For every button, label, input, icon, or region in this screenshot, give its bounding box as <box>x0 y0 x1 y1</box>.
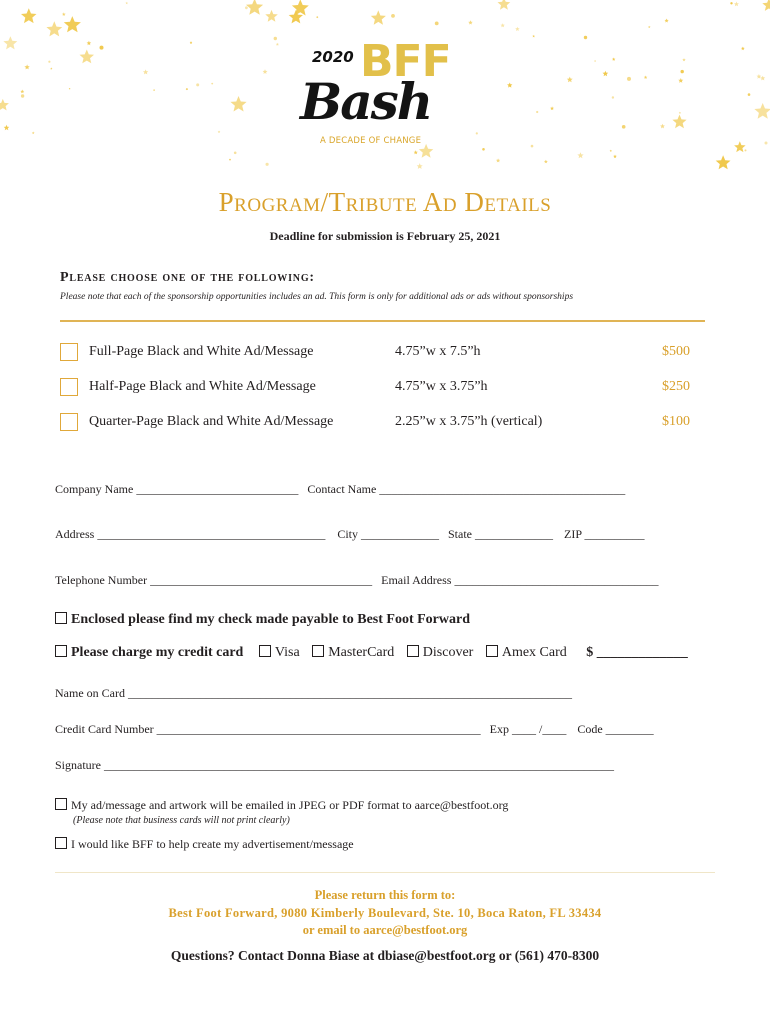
state-field[interactable]: State _____________ <box>448 527 553 541</box>
star-icon <box>672 115 686 129</box>
option-price: $500 <box>662 344 690 359</box>
option-checkbox[interactable] <box>60 413 78 431</box>
choose-note: Please note that each of the sponsorship opportunities includes an ad. This form is only for additional ads or ads without sponsorships <box>60 292 574 302</box>
star-icon <box>62 12 66 15</box>
checkbox[interactable] <box>259 645 271 657</box>
help-create-label: I would like BFF to help create my advertisement/message <box>71 837 354 851</box>
star-icon <box>730 2 732 4</box>
star-icon <box>186 88 188 90</box>
option-price: $100 <box>662 414 690 429</box>
star-icon <box>468 20 473 24</box>
star-icon <box>507 83 512 88</box>
star-icon <box>218 131 221 134</box>
checkbox[interactable] <box>55 612 67 624</box>
star-icon <box>496 158 500 162</box>
logo-year: 2020 <box>312 48 354 66</box>
star-icon <box>734 2 739 7</box>
contact-name-field[interactable]: Contact Name _________________________________________ <box>307 482 626 496</box>
star-icon <box>3 36 17 49</box>
return-address: Best Foot Forward, 9080 Kimberly Boulevard, Ste. 10, Boca Raton, FL 33434 <box>168 906 602 920</box>
star-icon <box>32 131 35 134</box>
star-icon <box>48 61 50 63</box>
star-icon <box>748 93 751 96</box>
option-checkbox[interactable] <box>60 378 78 396</box>
star-icon <box>435 22 439 26</box>
option-label: Full-Page Black and White Ad/Message <box>89 344 314 359</box>
star-icon <box>100 46 104 50</box>
star-icon <box>20 90 24 94</box>
questions-contact: Questions? Contact Donna Biase at dbiase@bestfoot.org or (561) 470-8300 <box>170 948 600 963</box>
star-icon <box>665 19 669 23</box>
star-icon <box>80 50 95 64</box>
ad-option-quarter-page[interactable] <box>60 413 690 435</box>
star-icon <box>681 70 684 73</box>
star-icon <box>265 10 278 22</box>
address-field[interactable]: Address ______________________________________ <box>55 527 326 541</box>
card-mastercard[interactable]: MasterCard <box>312 645 394 660</box>
checkbox[interactable] <box>55 837 67 849</box>
star-icon <box>498 0 511 10</box>
checkbox[interactable] <box>486 645 498 657</box>
star-icon <box>532 35 535 38</box>
logo-bash: Bash <box>300 72 432 131</box>
star-icon <box>21 8 37 23</box>
return-heading: Please return this form to: <box>314 888 456 902</box>
star-icon <box>613 155 617 159</box>
star-icon <box>678 78 683 83</box>
star-icon <box>482 148 485 151</box>
signature-field[interactable]: Signature _____________________________________________________________________________________ <box>55 758 614 772</box>
star-icon <box>550 106 554 110</box>
star-icon <box>266 163 269 166</box>
star-icon <box>229 159 231 161</box>
checkbox[interactable] <box>55 798 67 810</box>
star-icon <box>612 58 615 61</box>
star-icon <box>230 96 246 112</box>
charge-label: Please charge my credit card <box>71 645 244 660</box>
star-icon <box>577 152 583 158</box>
star-icon <box>245 6 248 9</box>
card-amex[interactable]: Amex Card <box>486 645 567 660</box>
footer-divider <box>55 872 715 873</box>
section-divider <box>60 320 705 322</box>
logo-tagline: A DECADE OF CHANGE <box>320 136 422 146</box>
star-icon <box>622 125 626 129</box>
company-name-field[interactable]: Company Name ___________________________ <box>55 482 299 496</box>
star-icon <box>544 160 548 164</box>
logo-bff: BFF <box>360 36 451 87</box>
star-icon <box>682 58 685 61</box>
star-icon <box>745 149 747 151</box>
star-icon <box>263 69 268 74</box>
star-icon <box>46 21 62 36</box>
star-icon <box>754 103 770 119</box>
star-icon <box>391 14 395 18</box>
business-card-note: (Please note that business cards will not print clearly) <box>73 815 290 826</box>
bff-bash-logo <box>270 30 470 150</box>
star-icon <box>610 150 612 152</box>
card-number-field[interactable]: Credit Card Number ______________________________________________________ <box>55 722 481 736</box>
star-icon <box>584 36 587 39</box>
option-checkbox[interactable] <box>60 343 78 361</box>
star-icon <box>603 71 609 77</box>
help-create-option[interactable] <box>55 837 354 852</box>
star-icon <box>125 2 128 5</box>
star-icon <box>87 41 92 45</box>
star-icon <box>741 47 745 51</box>
star-icon <box>292 0 309 16</box>
checkbox[interactable] <box>312 645 324 657</box>
star-icon <box>536 111 538 113</box>
email-artwork-label: My ad/message and artwork will be emailed in JPEG or PDF format to aarce@bestfoot.org <box>71 798 509 812</box>
city-field[interactable]: City _____________ <box>337 527 439 541</box>
star-icon <box>414 150 418 154</box>
return-email: or email to aarce@bestfoot.org <box>302 923 468 937</box>
address-row <box>55 527 645 542</box>
star-icon <box>515 27 520 31</box>
choose-heading: Please choose one of the following: <box>60 270 315 285</box>
star-icon <box>316 16 318 18</box>
amount-field[interactable]: $ _____________ <box>586 645 688 660</box>
star-icon <box>501 23 505 27</box>
company-contact-row <box>55 482 625 497</box>
email-artwork-option[interactable] <box>55 798 508 813</box>
card-discover[interactable]: Discover <box>407 645 474 660</box>
star-icon <box>679 112 681 114</box>
star-icon <box>190 42 192 44</box>
star-icon <box>660 124 665 129</box>
option-label: Half-Page Black and White Ad/Message <box>89 379 316 394</box>
page-title: Program/Tribute Ad Details <box>218 187 552 217</box>
ad-option-full-page[interactable] <box>60 343 690 365</box>
star-icon <box>21 94 24 97</box>
star-icon <box>417 163 423 169</box>
zip-field[interactable]: ZIP __________ <box>564 527 645 541</box>
star-icon <box>24 64 29 69</box>
star-icon <box>531 145 534 148</box>
option-size: 2.25”w x 3.75”h (vertical) <box>395 414 543 429</box>
star-icon <box>594 60 596 62</box>
star-icon <box>64 16 81 32</box>
star-icon <box>644 76 648 79</box>
email-field[interactable]: Email Address __________________________________ <box>381 573 659 587</box>
check-label: Enclosed please find my check made payable to Best Foot Forward <box>71 612 470 627</box>
star-icon <box>476 132 478 134</box>
option-size: 4.75”w x 3.75”h <box>395 379 488 394</box>
code-field[interactable]: Code ________ <box>577 722 654 736</box>
option-label: Quarter-Page Black and White Ad/Message <box>89 414 334 429</box>
pay-by-card-row <box>55 645 688 661</box>
star-icon <box>760 76 765 81</box>
star-icon <box>153 89 155 91</box>
ad-option-half-page[interactable] <box>60 378 690 400</box>
deadline-text: Deadline for submission is February 25, 2021 <box>269 229 501 243</box>
star-icon <box>196 83 199 86</box>
star-icon <box>143 69 148 74</box>
name-on-card-field[interactable]: Name on Card __________________________________________________________________________ <box>55 686 572 700</box>
star-icon <box>648 26 651 28</box>
star-icon <box>612 96 614 98</box>
star-icon <box>211 83 213 85</box>
card-visa[interactable]: Visa <box>259 645 300 660</box>
star-icon <box>50 67 52 69</box>
telephone-field[interactable]: Telephone Number _____________________________________ <box>55 573 373 587</box>
star-icon <box>246 0 263 15</box>
option-price: $250 <box>662 379 690 394</box>
checkbox[interactable] <box>55 645 67 657</box>
star-icon <box>734 141 746 152</box>
star-icon <box>716 155 731 169</box>
star-icon <box>371 10 386 24</box>
checkbox[interactable] <box>407 645 419 657</box>
pay-by-check-option[interactable] <box>55 612 470 628</box>
exp-field[interactable]: Exp ____ /____ <box>489 722 567 736</box>
star-icon <box>627 77 631 81</box>
star-icon <box>0 99 9 111</box>
star-icon <box>69 88 70 89</box>
star-icon <box>234 152 237 155</box>
card-number-row <box>55 722 654 737</box>
star-icon <box>757 74 762 79</box>
star-icon <box>567 77 573 83</box>
star-icon <box>765 142 768 145</box>
star-icon <box>762 0 770 11</box>
option-size: 4.75”w x 7.5”h <box>395 344 481 359</box>
star-icon <box>4 125 10 130</box>
phone-email-row <box>55 573 658 588</box>
